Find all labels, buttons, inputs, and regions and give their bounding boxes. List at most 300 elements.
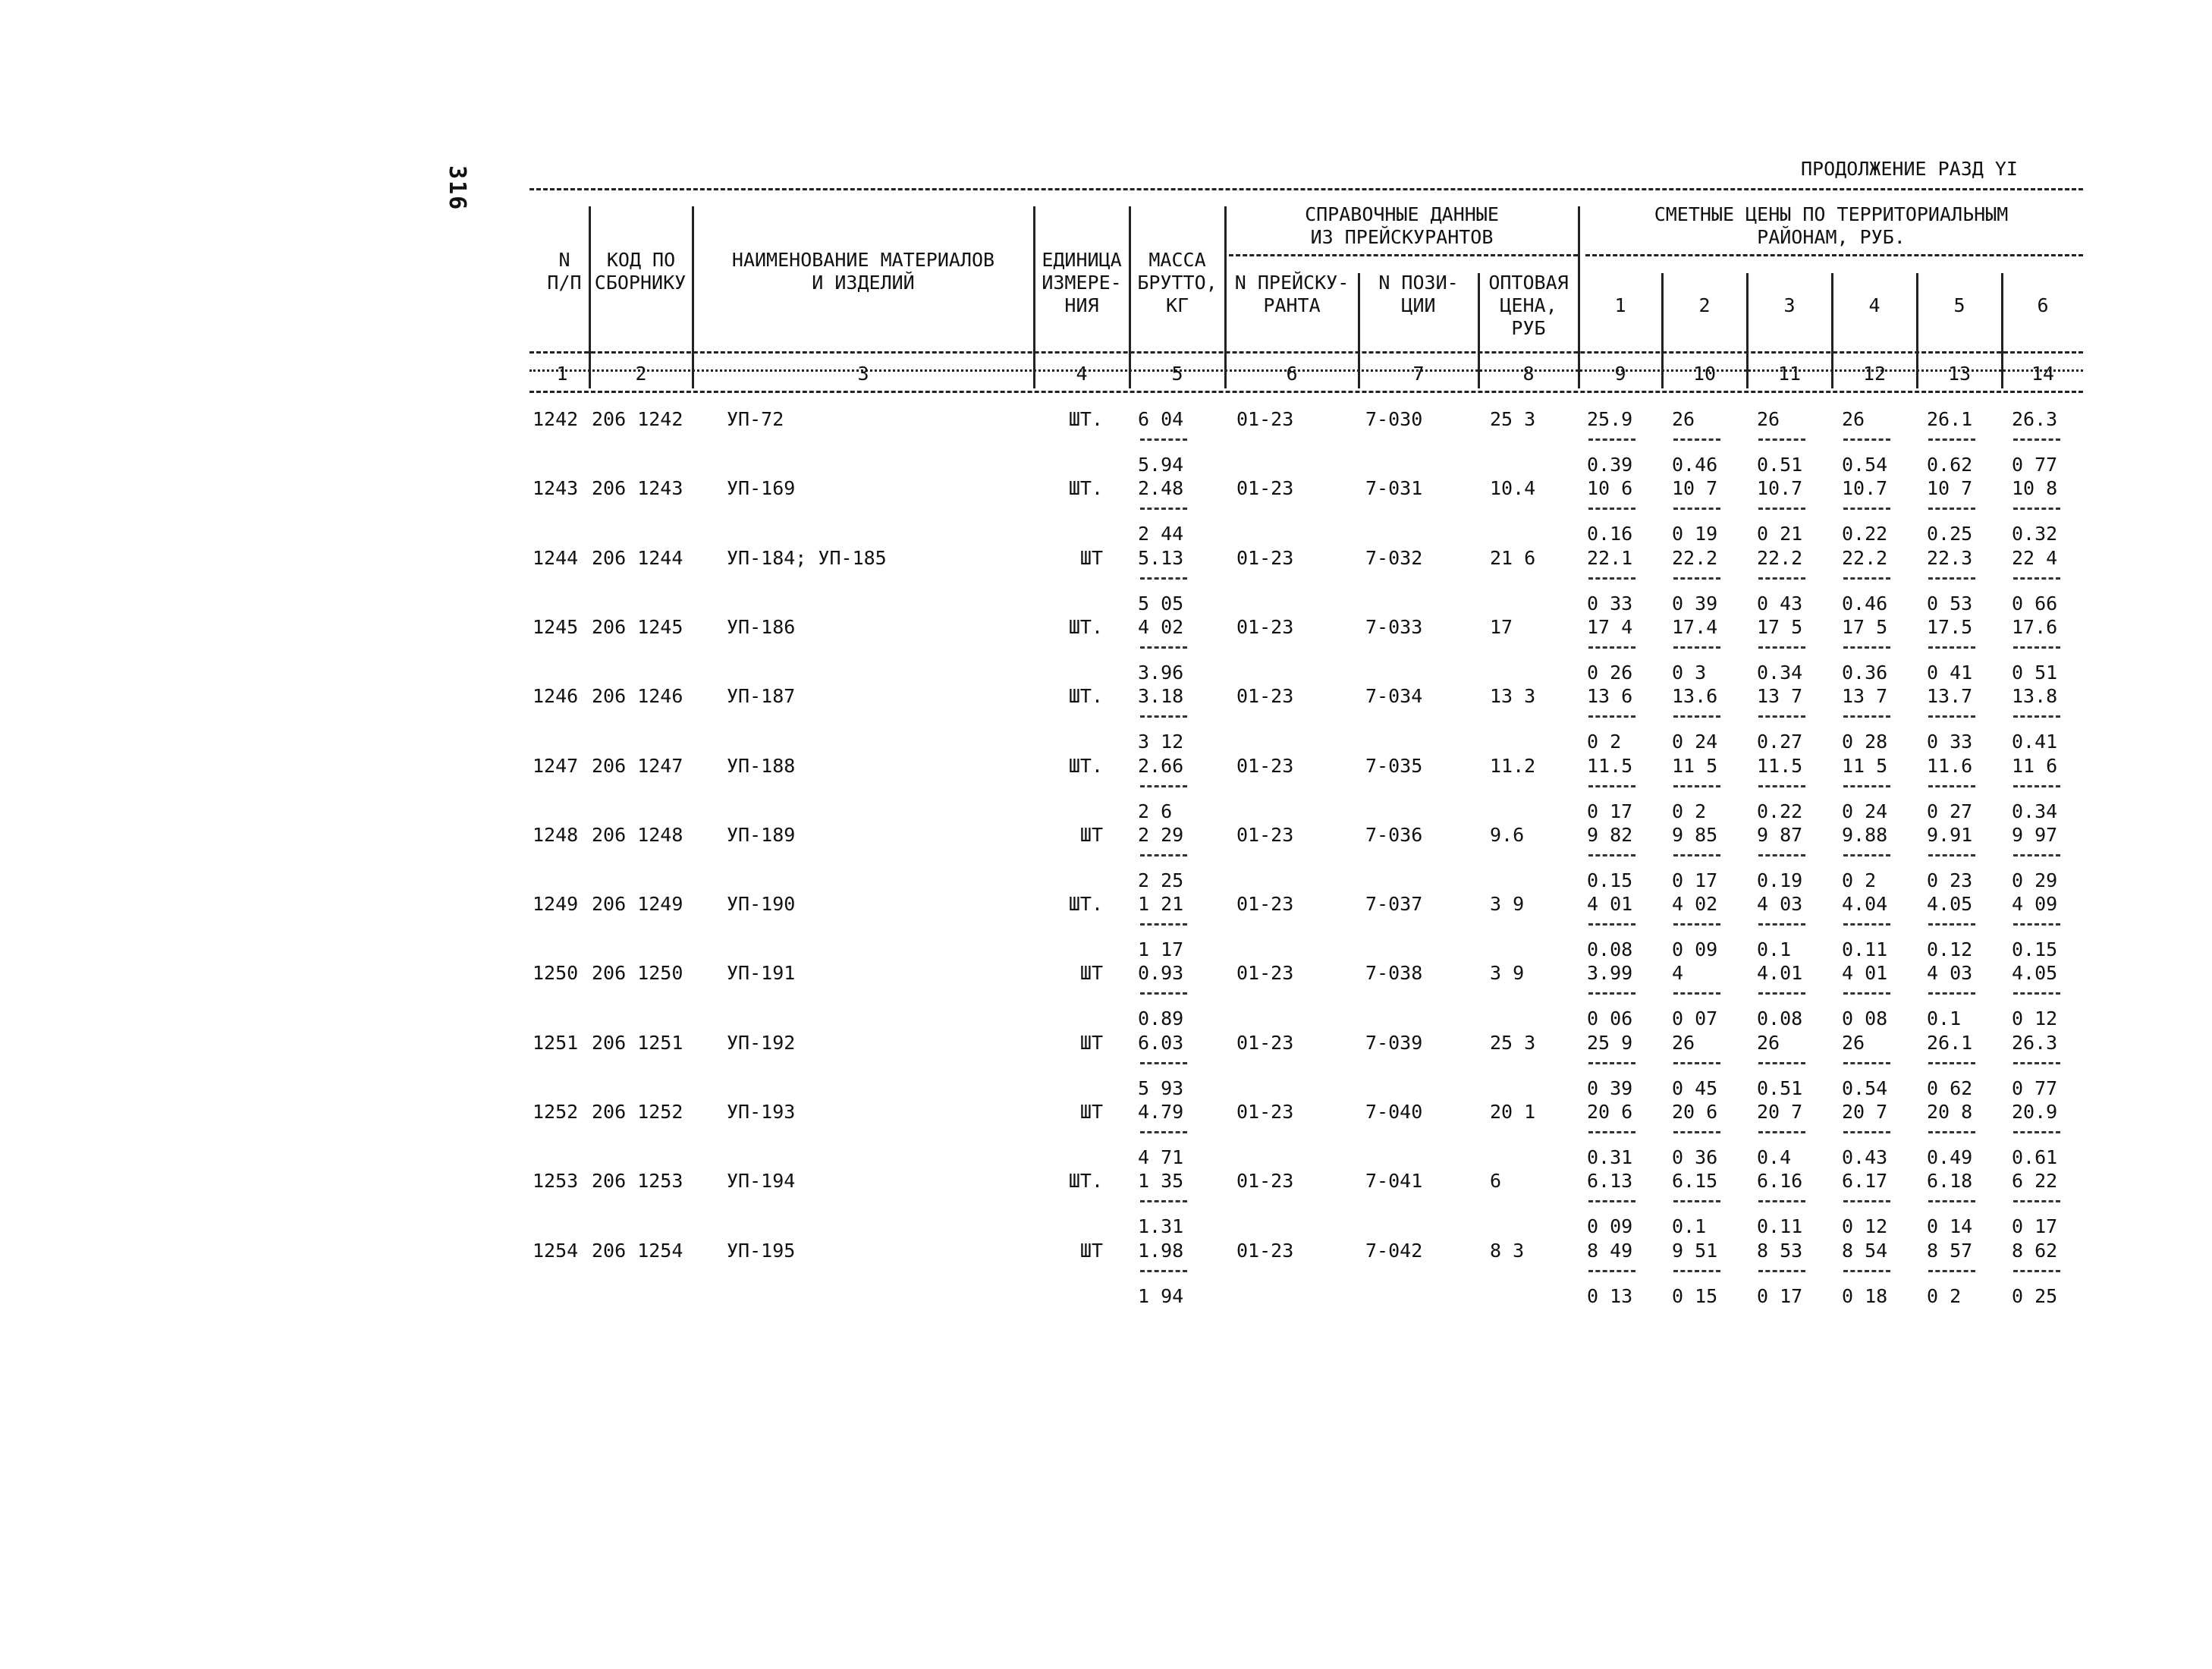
col8-line3: РУБ [1511, 317, 1546, 339]
row-region-transport: 0.22 [1842, 523, 1888, 545]
row-wholesale-price: 11.2 [1490, 755, 1536, 777]
fraction-dash [1588, 508, 1635, 510]
fraction-dash [1928, 785, 1975, 787]
row-region-price: 11.6 [1927, 755, 1973, 777]
row-wholesale-price: 3 9 [1490, 962, 1525, 984]
row-pricelist: 01-23 [1236, 962, 1294, 984]
fraction-dash [1928, 1270, 1975, 1272]
column-number-rule [529, 391, 2083, 393]
row-region-price: 8 49 [1587, 1240, 1633, 1262]
row-wholesale-price: 25 3 [1490, 408, 1536, 430]
row-region-price: 20 7 [1842, 1101, 1888, 1123]
header-rule [529, 351, 2083, 354]
row-region-transport: 0.46 [1672, 454, 1718, 476]
row-region-price: 20 6 [1587, 1101, 1633, 1123]
row-position: 7-037 [1365, 893, 1423, 915]
row-region-transport: 0.32 [2012, 523, 2058, 545]
row-region-price: 13.7 [1927, 685, 1973, 707]
row-pricelist: 01-23 [1236, 477, 1294, 499]
row-region-transport: 0 2 [1927, 1285, 1962, 1307]
fraction-dash [1843, 785, 1890, 787]
row-region-transport: 0.1 [1927, 1007, 1962, 1029]
row-region-price: 10 7 [1927, 477, 1973, 499]
row-number: 1243 [533, 477, 579, 499]
row-region-transport: 0 39 [1587, 1077, 1633, 1099]
fraction-dash [2013, 785, 2060, 787]
fraction-dash [1928, 1131, 1975, 1133]
row-number: 1248 [533, 824, 579, 846]
row-region-price: 17.6 [2012, 616, 2058, 638]
row-region-price: 6 22 [2012, 1170, 2058, 1192]
row-unit: ШТ. [1068, 477, 1103, 499]
fraction-dash [1673, 1200, 1720, 1202]
fraction-dash [2013, 715, 2060, 718]
fraction-dash [1843, 1131, 1890, 1133]
row-region-transport: 0 45 [1672, 1077, 1718, 1099]
fraction-dash [1673, 1270, 1720, 1272]
row-region-price: 13 7 [1842, 685, 1888, 707]
fraction-dash [2013, 1062, 2060, 1064]
row-region-price: 4 03 [1757, 893, 1803, 915]
row-region-price: 6.16 [1757, 1170, 1803, 1192]
col6-line1: N ПРЕЙСКУ- [1234, 272, 1350, 294]
row-unit: ШТ. [1068, 1170, 1103, 1192]
fraction-dash [1673, 992, 1720, 995]
row-unit: ШТ. [1068, 685, 1103, 707]
row-region-transport: 0.25 [1927, 523, 1973, 545]
row-region-price: 22.2 [1757, 547, 1803, 569]
fraction-dash [1758, 1131, 1805, 1133]
page-number: 316 [444, 165, 470, 212]
fraction-dash [1673, 854, 1720, 857]
row-unit: ШТ. [1068, 408, 1103, 430]
row-unit: ШТ. [1068, 755, 1103, 777]
fraction-dash [1843, 992, 1890, 995]
row-mass: 3.18 [1138, 685, 1184, 707]
row-region-price: 10.7 [1757, 477, 1803, 499]
fraction-dash [1673, 715, 1720, 718]
fraction-dash [1758, 646, 1805, 649]
row-region-transport: 0 36 [1672, 1146, 1718, 1168]
row-region-transport: 0 17 [1587, 800, 1633, 822]
row-mass: 2.48 [1138, 477, 1184, 499]
row-region-transport: 0 19 [1672, 523, 1718, 545]
col6-line2: РАНТА [1263, 294, 1321, 316]
row-region-price: 11.5 [1757, 755, 1803, 777]
row-name: УП-184; УП-185 [727, 547, 887, 569]
row-code: 206 1242 [592, 408, 683, 430]
row-region-transport: 0.16 [1587, 523, 1633, 545]
row-region-price: 20.9 [2012, 1101, 2058, 1123]
row-number: 1246 [533, 685, 579, 707]
fraction-dash [1140, 646, 1187, 649]
row-code: 206 1245 [592, 616, 683, 638]
row-name: УП-186 [727, 616, 796, 638]
row-unit: ШТ. [1068, 893, 1103, 915]
continuation-label: ПРОДОЛЖЕНИЕ РАЗД YI [1801, 158, 2018, 180]
fraction-dash [1758, 508, 1805, 510]
col-number: 10 [1692, 363, 1717, 385]
row-region-price: 20 6 [1672, 1101, 1718, 1123]
row-wholesale-price: 13 3 [1490, 685, 1536, 707]
row-region-price: 9 85 [1672, 824, 1718, 846]
row-region-price: 4 01 [1587, 893, 1633, 915]
row-region-transport: 0 14 [1927, 1215, 1973, 1237]
fraction-dash [1843, 923, 1890, 926]
row-region-transport: 0 43 [1757, 592, 1803, 614]
row-region-transport: 0 28 [1842, 731, 1888, 753]
col1-line1: N [558, 249, 570, 271]
row-name: УП-194 [727, 1170, 796, 1192]
row-mass-net: 3 12 [1138, 731, 1184, 753]
col-number: 2 [635, 363, 647, 385]
row-mass: 6 04 [1138, 408, 1184, 430]
row-region-transport: 0 33 [1587, 592, 1633, 614]
fraction-dash [1843, 854, 1890, 857]
fraction-dash [1843, 508, 1890, 510]
col7-line1: N ПОЗИ- [1378, 272, 1459, 294]
row-region-transport: 0.51 [1757, 1077, 1803, 1099]
col-number: 11 [1777, 363, 1802, 385]
row-region-transport: 0 09 [1672, 938, 1718, 960]
row-region-transport: 0.46 [1842, 592, 1888, 614]
row-region-price: 4.05 [1927, 893, 1973, 915]
row-position: 7-041 [1365, 1170, 1423, 1192]
row-region-transport: 0 24 [1672, 731, 1718, 753]
fraction-dash [1843, 1270, 1890, 1272]
row-region-transport: 0.43 [1842, 1146, 1888, 1168]
row-position: 7-032 [1365, 547, 1423, 569]
row-unit: ШТ [1079, 1032, 1103, 1054]
row-region-price: 26.3 [2012, 408, 2058, 430]
col-number: 12 [1862, 363, 1887, 385]
row-number: 1251 [533, 1032, 579, 1054]
fraction-dash [2013, 854, 2060, 857]
fraction-dash [2013, 438, 2060, 441]
fraction-dash [1673, 1131, 1720, 1133]
row-region-price: 22.2 [1842, 547, 1888, 569]
col-divider [589, 206, 591, 388]
fraction-dash [1140, 923, 1187, 926]
fraction-dash [1758, 854, 1805, 857]
row-position: 7-033 [1365, 616, 1423, 638]
row-region-price: 4 09 [2012, 893, 2058, 915]
row-region-transport: 0.08 [1757, 1007, 1803, 1029]
row-region-transport: 0.31 [1587, 1146, 1633, 1168]
col-number: 1 [556, 363, 568, 385]
fraction-dash [1758, 715, 1805, 718]
row-region-price: 26 [1672, 1032, 1695, 1054]
row-pricelist: 01-23 [1236, 1170, 1294, 1192]
row-region-transport: 0 09 [1587, 1215, 1633, 1237]
row-number: 1253 [533, 1170, 579, 1192]
col4-line3: НИЯ [1064, 294, 1099, 316]
row-number: 1252 [533, 1101, 579, 1123]
col5-line3: КГ [1165, 294, 1189, 316]
col3-line2: И ИЗДЕЛИЙ [812, 272, 915, 294]
row-region-price: 4.01 [1757, 962, 1803, 984]
ref-group-rule [1229, 254, 1578, 256]
price-group-line1: СМЕТНЫЕ ЦЕНЫ ПО ТЕРРИТОРИАЛЬНЫМ [1654, 203, 2009, 225]
row-position: 7-038 [1365, 962, 1423, 984]
row-region-transport: 0.54 [1842, 454, 1888, 476]
row-region-transport: 0 15 [1672, 1285, 1718, 1307]
row-name: УП-169 [727, 477, 796, 499]
row-region-transport: 0.1 [1672, 1215, 1707, 1237]
col-number: 6 [1286, 363, 1298, 385]
fraction-dash [1140, 1131, 1187, 1133]
row-mass: 4 02 [1138, 616, 1184, 638]
row-wholesale-price: 9.6 [1490, 824, 1525, 846]
fraction-dash [1843, 438, 1890, 441]
row-region-transport: 0.49 [1927, 1146, 1973, 1168]
row-region-transport: 0.22 [1757, 800, 1803, 822]
fraction-dash [1588, 438, 1635, 441]
row-region-price: 17.5 [1927, 616, 1973, 638]
row-region-price: 6.15 [1672, 1170, 1718, 1192]
row-region-transport: 0.36 [1842, 662, 1888, 684]
fraction-dash [1673, 785, 1720, 787]
row-region-transport: 0.51 [1757, 454, 1803, 476]
row-region-transport: 0 06 [1587, 1007, 1633, 1029]
fraction-dash [1928, 1200, 1975, 1202]
row-region-price: 4.05 [2012, 962, 2058, 984]
row-region-price: 22.2 [1672, 547, 1718, 569]
row-code: 206 1249 [592, 893, 683, 915]
fraction-dash [1843, 1200, 1890, 1202]
row-code: 206 1244 [592, 547, 683, 569]
row-mass-net: 5 05 [1138, 592, 1184, 614]
ref-group-line2: ИЗ ПРЕЙСКУРАНТОВ [1310, 226, 1494, 248]
row-number: 1250 [533, 962, 579, 984]
fraction-dash [1928, 715, 1975, 718]
row-pricelist: 01-23 [1236, 824, 1294, 846]
fraction-dash [1843, 1062, 1890, 1064]
col-number: 5 [1171, 363, 1183, 385]
row-code: 206 1253 [592, 1170, 683, 1192]
fraction-dash [1758, 923, 1805, 926]
row-region-transport: 0 24 [1842, 800, 1888, 822]
fraction-dash [1673, 438, 1720, 441]
row-mass-net: 2 6 [1138, 800, 1173, 822]
fraction-dash [1140, 577, 1187, 580]
row-mass: 1 35 [1138, 1170, 1184, 1192]
row-region-transport: 0.4 [1757, 1146, 1792, 1168]
row-region-transport: 0 17 [1672, 869, 1718, 891]
row-wholesale-price: 6 [1490, 1170, 1502, 1192]
row-region-price: 25.9 [1587, 408, 1633, 430]
row-region-price: 4 [1672, 962, 1684, 984]
row-region-price: 26 [1757, 1032, 1780, 1054]
row-mass-net: 1 17 [1138, 938, 1184, 960]
row-region-price: 17 4 [1587, 616, 1633, 638]
col5-line2: БРУТТО, [1137, 272, 1218, 294]
row-region-transport: 0.19 [1757, 869, 1803, 891]
row-region-price: 10.7 [1842, 477, 1888, 499]
row-region-transport: 0 12 [1842, 1215, 1888, 1237]
row-name: УП-191 [727, 962, 796, 984]
row-region-transport: 0.61 [2012, 1146, 2058, 1168]
row-region-transport: 0 77 [2012, 1077, 2058, 1099]
region-1: 1 [1614, 294, 1626, 316]
row-wholesale-price: 3 9 [1490, 893, 1525, 915]
col-number: 7 [1412, 363, 1425, 385]
row-pricelist: 01-23 [1236, 1032, 1294, 1054]
col-number: 3 [857, 363, 869, 385]
col2-line2: СБОРНИКУ [594, 272, 687, 294]
fraction-dash [1588, 1270, 1635, 1272]
row-region-transport: 0 3 [1672, 662, 1707, 684]
row-pricelist: 01-23 [1236, 547, 1294, 569]
col-divider [692, 206, 694, 388]
row-region-price: 17 5 [1757, 616, 1803, 638]
row-mass: 1.98 [1138, 1240, 1184, 1262]
row-position: 7-034 [1365, 685, 1423, 707]
row-code: 206 1243 [592, 477, 683, 499]
fraction-dash [1843, 715, 1890, 718]
fraction-dash [1588, 577, 1635, 580]
ref-group-line1: СПРАВОЧНЫЕ ДАННЫЕ [1305, 203, 1499, 225]
row-mass-net: 4 71 [1138, 1146, 1184, 1168]
fraction-dash [1928, 508, 1975, 510]
row-pricelist: 01-23 [1236, 1101, 1294, 1123]
price-group-line2: РАЙОНАМ, РУБ. [1757, 226, 1906, 248]
row-pricelist: 01-23 [1236, 616, 1294, 638]
row-mass: 2.66 [1138, 755, 1184, 777]
row-region-price: 9.88 [1842, 824, 1888, 846]
row-region-transport: 0 53 [1927, 592, 1973, 614]
row-region-price: 22.1 [1587, 547, 1633, 569]
row-mass: 6.03 [1138, 1032, 1184, 1054]
row-name: УП-195 [727, 1240, 796, 1262]
row-region-transport: 0 25 [2012, 1285, 2058, 1307]
row-region-transport: 0.1 [1757, 938, 1792, 960]
region-4: 4 [1868, 294, 1881, 316]
row-pricelist: 01-23 [1236, 755, 1294, 777]
row-region-transport: 0.15 [2012, 938, 2058, 960]
row-position: 7-040 [1365, 1101, 1423, 1123]
row-region-price: 9 97 [2012, 824, 2058, 846]
fraction-dash [1673, 1062, 1720, 1064]
row-region-transport: 0 77 [2012, 454, 2058, 476]
fraction-dash [1588, 854, 1635, 857]
row-mass-net: 1 94 [1138, 1285, 1184, 1307]
row-mass: 1 21 [1138, 893, 1184, 915]
row-region-price: 17.4 [1672, 616, 1718, 638]
fraction-dash [2013, 1131, 2060, 1133]
row-region-transport: 0.41 [2012, 731, 2058, 753]
col5-line1: МАССА [1148, 249, 1206, 271]
row-region-transport: 0 62 [1927, 1077, 1973, 1099]
fraction-dash [1140, 1062, 1187, 1064]
fraction-dash [1140, 785, 1187, 787]
row-mass-net: 2 25 [1138, 869, 1184, 891]
fraction-dash [1673, 923, 1720, 926]
col-number: 13 [1947, 363, 1972, 385]
price-group-rule [1585, 254, 2083, 256]
row-region-transport: 0 23 [1927, 869, 1973, 891]
fraction-dash [1673, 508, 1720, 510]
col7-line2: ЦИИ [1401, 294, 1436, 316]
row-mass-net: 0.89 [1138, 1007, 1184, 1029]
fraction-dash [1843, 577, 1890, 580]
fraction-dash [1588, 992, 1635, 995]
row-region-transport: 0 18 [1842, 1285, 1888, 1307]
row-mass: 0.93 [1138, 962, 1184, 984]
row-wholesale-price: 21 6 [1490, 547, 1536, 569]
row-number: 1249 [533, 893, 579, 915]
col3-line1: НАИМЕНОВАНИЕ МАТЕРИАЛОВ [731, 249, 995, 271]
row-region-transport: 0.27 [1757, 731, 1803, 753]
row-region-price: 26.1 [1927, 408, 1973, 430]
row-mass-net: 5 93 [1138, 1077, 1184, 1099]
col2-line1: КОД ПО [606, 249, 676, 271]
row-region-price: 10 6 [1587, 477, 1633, 499]
row-number: 1247 [533, 755, 579, 777]
row-region-transport: 0 13 [1587, 1285, 1633, 1307]
row-region-price: 10 8 [2012, 477, 2058, 499]
row-region-price: 4.04 [1842, 893, 1888, 915]
fraction-dash [1588, 785, 1635, 787]
row-region-price: 26 [1757, 408, 1780, 430]
row-region-transport: 0.11 [1757, 1215, 1803, 1237]
row-code: 206 1250 [592, 962, 683, 984]
row-code: 206 1246 [592, 685, 683, 707]
fraction-dash [2013, 1200, 2060, 1202]
fraction-dash [1928, 854, 1975, 857]
region-6: 6 [2037, 294, 2049, 316]
fraction-dash [2013, 992, 2060, 995]
fraction-dash [1758, 1270, 1805, 1272]
fraction-dash [1928, 1062, 1975, 1064]
row-code: 206 1251 [592, 1032, 683, 1054]
row-region-price: 6.18 [1927, 1170, 1973, 1192]
fraction-dash [1588, 1062, 1635, 1064]
row-unit: ШТ [1079, 547, 1103, 569]
row-code: 206 1248 [592, 824, 683, 846]
fraction-dash [1928, 923, 1975, 926]
row-wholesale-price: 17 [1490, 616, 1513, 638]
col-number: 4 [1076, 363, 1088, 385]
col4-line1: ЕДИНИЦА [1042, 249, 1122, 271]
fraction-dash [2013, 508, 2060, 510]
row-region-price: 13 6 [1587, 685, 1633, 707]
row-mass-net: 5.94 [1138, 454, 1184, 476]
row-region-price: 22 4 [2012, 547, 2058, 569]
row-pricelist: 01-23 [1236, 893, 1294, 915]
fraction-dash [1588, 1131, 1635, 1133]
fraction-dash [1588, 646, 1635, 649]
row-region-transport: 0 33 [1927, 731, 1973, 753]
row-wholesale-price: 10.4 [1490, 477, 1536, 499]
row-unit: ШТ [1079, 1101, 1103, 1123]
row-number: 1242 [533, 408, 579, 430]
row-region-price: 3.99 [1587, 962, 1633, 984]
row-region-transport: 0 08 [1842, 1007, 1888, 1029]
row-region-price: 9.91 [1927, 824, 1973, 846]
row-unit: ШТ. [1068, 616, 1103, 638]
row-region-price: 20 8 [1927, 1101, 1973, 1123]
row-region-transport: 0 21 [1757, 523, 1803, 545]
row-region-price: 11 5 [1842, 755, 1888, 777]
row-mass: 2 29 [1138, 824, 1184, 846]
row-mass-net: 3.96 [1138, 662, 1184, 684]
row-region-price: 9 82 [1587, 824, 1633, 846]
row-name: УП-189 [727, 824, 796, 846]
row-region-price: 26 [1842, 408, 1865, 430]
row-region-transport: 0 26 [1587, 662, 1633, 684]
row-mass-net: 2 44 [1138, 523, 1184, 545]
